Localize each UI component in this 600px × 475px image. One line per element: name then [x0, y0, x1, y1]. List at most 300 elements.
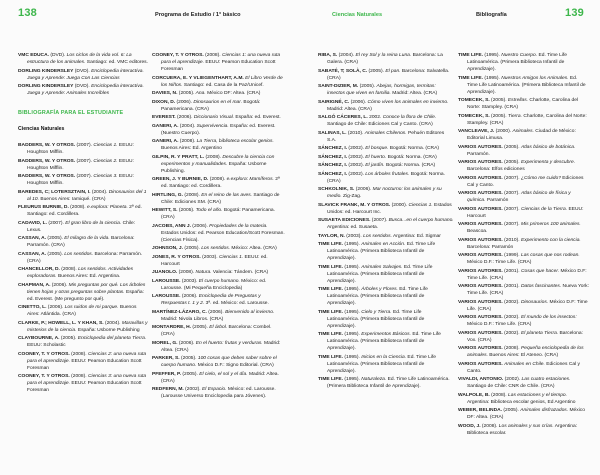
entry-tail: EEUU: Houghton Mifflin. — [27, 174, 134, 186]
entry-mid: (2002). — [347, 146, 366, 151]
entry-mid: (1995). — [483, 75, 502, 81]
entry-author: VARIOS AUTORES. — [458, 361, 503, 367]
entry-author: GREEN, J. Y BURNIE, D. — [152, 177, 209, 182]
bibliography-entry — [458, 283, 589, 297]
entry-author: VMC EDUCA. — [18, 53, 49, 58]
entry-title: Experimentos Básicos. — [361, 332, 411, 337]
entry-author: WALPOLE, B. — [458, 392, 490, 398]
bibliography-entry — [152, 114, 285, 121]
entry-title: Abejas, hormigas, termitas: insectos que viven en familia. — [327, 84, 436, 96]
entry-mid: (2006). — [190, 223, 210, 229]
entry-tail: España: ed. Everest. (Nuestro Cuerpo). — [161, 123, 276, 136]
entry-mid: (2008). — [203, 53, 222, 58]
bibliography-entry — [152, 254, 285, 268]
entry-title: Busca...en el cuerpo humano. — [388, 218, 454, 223]
entry-tail: México: ed. Larousse. (Larousse Universo Enciclopedia para Jóvenes). — [161, 387, 276, 399]
entry-author: MONTARDRE, H. — [152, 325, 192, 330]
entry-mid: (1995). — [483, 53, 502, 58]
entry-tail: EEUU: Pearson Education Scott Foresman — [27, 381, 142, 393]
entry-author: TAYLOR, N. — [318, 233, 345, 239]
entry-tail: Argentina: ed. Susaeta. — [327, 225, 379, 230]
bibliography-entry — [18, 52, 148, 66]
entry-mid: (1995). — [343, 287, 362, 292]
entry-title: Naturaleza. — [361, 377, 387, 382]
entry-tail: Buenos Aires: Ed. Argentino — [161, 146, 222, 151]
entry-author: COONEY, T. Y OTROS. — [18, 374, 70, 379]
entry-author: SÁNCHEZ, I. — [318, 163, 348, 168]
entry-title: Enciclopedia interactiva. Juega y Aprende: Juega Con Las Ciencias — [27, 68, 144, 81]
entry-tail: Ed. Time Life Latinoamérica. (Primera Biblioteca Infantil de Aprendizaje). — [327, 242, 436, 261]
entry-tail: Madrid: Altea. (CRA) — [161, 340, 281, 353]
entry-author: TIME LIFE. — [318, 354, 343, 360]
bibliography-entry — [152, 176, 285, 190]
entry-title: Todo el año. — [195, 208, 223, 213]
entry-tail: Ediciones Cal y Canto. — [467, 361, 580, 374]
entry-tail: Beascoa. — [467, 229, 488, 234]
entry-title: Los ciclos de la vida vol. 6: La estructura de los animales. — [27, 53, 132, 65]
entry-mid: (2002). — [502, 315, 521, 320]
entry-author: JOHNSON, J. — [152, 246, 183, 251]
entry-mid: (2006). — [349, 99, 368, 105]
entry-mid: (2008). — [69, 374, 88, 379]
entry-title: El cielo, el sol y el día. — [199, 371, 248, 377]
bibliography-entry — [18, 142, 148, 156]
entry-title: Ciencias 3: una nueva ruta para el aprendizaje. — [27, 374, 147, 386]
entry-tail: Barcelona: Vox. (CRA) — [467, 330, 583, 343]
entry-title: Dinosaurios. — [520, 299, 549, 305]
entry-author: BADDERS, W. Y OTROS. — [18, 143, 76, 148]
entry-title: Animales. — [512, 129, 534, 134]
bibliography-entry — [318, 186, 454, 200]
entry-title: Árboles y Flores. — [361, 287, 398, 292]
entry-author: TIME LIFE. — [318, 332, 343, 337]
entry-tail: Barcelona: Elfos ediciones — [467, 167, 525, 172]
entry-mid: (2006). — [175, 99, 194, 105]
entry-author: PARKER, S. — [152, 356, 180, 361]
bibliography-entry — [458, 423, 589, 437]
entry-mid: (1995). — [343, 332, 362, 337]
bibliography-entry — [18, 335, 148, 349]
entry-author: LAROUSSE. — [152, 294, 181, 299]
entry-title: 100 cosas que debes saber sobre el cuerpo humano. — [161, 356, 277, 368]
entry-author: VARIOS AUTORES. — [458, 299, 503, 305]
entry-tail: Ed. Time Life Latinoamérica. (Primera Biblioteca Infantil de Aprendizaje). — [327, 332, 441, 351]
entry-title: Ciencias 1. — [93, 143, 118, 148]
entry-author: JACOBS, ANN J. — [152, 223, 191, 229]
entry-mid: (2007). — [75, 158, 94, 164]
bibliography-entry — [18, 173, 148, 187]
entry-tail: Argentina: Biblioteca escolar genios, Ed Argentino — [467, 399, 576, 405]
bibliography-entry — [152, 207, 285, 221]
entry-title: Mis preguntas por qué. Los árboles tienen hojas y otras preguntas sobre plantas. — [27, 282, 146, 295]
entry-tail: EEUU: ed. Harcourt — [161, 254, 268, 267]
entry-author: VARIOS AUTORES. — [458, 222, 503, 227]
entry-tail: Nueva York: Time Life. (CRA) — [467, 284, 589, 296]
entry-title: Cómo viven los animales en invierno. — [367, 99, 449, 105]
entry-mid: (2004). — [178, 123, 197, 129]
entry-mid: (2010). — [502, 237, 521, 243]
entry-author: JUANOLO. — [152, 270, 178, 275]
entry-mid: (2000). — [494, 129, 513, 134]
entry-author: VARIOS AUTORES. — [458, 315, 503, 320]
bibliography-entry — [458, 190, 589, 204]
entry-tail: Madrid: Altea. (CRA) — [161, 371, 279, 384]
entry-title: Maravillas y misterios de la ciencia. — [27, 320, 148, 333]
entry-author: JONES, R. Y OTROS. — [152, 254, 201, 260]
entry-mid: (2008). — [502, 346, 521, 351]
bibliography-entry — [18, 235, 148, 249]
entry-tail: EEUU: Pearson Education Scott Foresman — [27, 358, 142, 371]
entry-tail: Ed. Time Life Latinoamérica. (Primera Biblioteca Infantil de Aprendizaje). — [467, 75, 586, 95]
entry-title: La Tierra, biblioteca escolar genios. — [196, 139, 274, 144]
bibliography-entry — [458, 113, 589, 127]
entry-mid: (2001). — [502, 284, 521, 289]
entry-author: VARIOS AUTORES. — [458, 237, 503, 243]
bibliography-entry — [152, 52, 285, 73]
entry-tail: Barcelona: Parramón. (CRA) — [27, 251, 143, 264]
entry-author: HEWITT, S. — [152, 208, 178, 213]
entry-mid: (2002). — [347, 163, 366, 168]
bibliography-entry — [318, 154, 454, 161]
entry-title: Animales Salvajes. — [361, 264, 403, 270]
entry-tail: Valencia: Tándem. (CRA) — [211, 270, 269, 275]
entry-tail: Argentina: Biblioteca escolar. — [467, 423, 578, 436]
entry-title: Animales en Chile. — [504, 361, 545, 367]
entry-mid: (2001). — [502, 268, 521, 274]
entry-mid: (2005). — [358, 84, 377, 89]
bibliography-entry — [318, 376, 454, 390]
entry-mid: (1995). — [343, 242, 362, 247]
entry-tail: Charlotte, Carolina del Norte: Stampley. (CRA) — [467, 98, 579, 110]
entry-tail: Madrid: Nivola Libros. (CRA) — [161, 316, 224, 322]
right-page-number: 139 — [565, 7, 584, 19]
entry-tail: Parramón — [485, 198, 509, 203]
entry-title: Las cosas que nos rodean. — [520, 253, 580, 258]
entry-author: SCHKOLNIK, S. — [318, 187, 355, 192]
bibliography-entry — [458, 175, 589, 189]
entry-tail: Ed. Time Life Latinoamérica. (Primera Biblioteca Infantil de Aprendizaje). — [327, 354, 436, 374]
entry-tail: España: ed. Everest. (Me pregunto por qué). — [27, 289, 144, 302]
entry-mid: (2007). — [502, 191, 521, 196]
entry-title: Los sentidos. Actividades exploradoras. — [27, 267, 134, 279]
bibliography-entry — [18, 220, 148, 234]
entry-mid: (2005). — [367, 68, 386, 74]
entry-author: GILPIN, R. Y PRATT, L. — [152, 154, 205, 160]
entry-mid: (1995). — [343, 354, 362, 360]
entry-tail: México D.F.: Time Life. (CRA) — [467, 322, 532, 327]
entry-tail: Charlotte, Carolina del Norte: Stampley. (CRA) — [467, 113, 587, 126]
entry-author: VARIOS AUTORES. — [458, 330, 503, 336]
entry-mid: (2005). — [46, 251, 65, 257]
entry-mid: (2008). — [59, 267, 79, 272]
entry-title: Los ruidos de mi parque. — [64, 305, 119, 310]
entry-author: SÁNCHEZ, I. — [318, 171, 348, 177]
entry-tail: Zig-Zag. — [341, 194, 362, 199]
entry-author: WOOD, J. — [458, 423, 481, 429]
entry-author: SUSAETA EDICIONES. — [318, 218, 371, 223]
bibliography-entry — [318, 130, 454, 144]
entry-mid: 2002. — [367, 115, 383, 120]
entry-mid: (2005). — [502, 144, 521, 150]
entry-title: Nuestros Amigos los Animales. — [501, 75, 569, 81]
entry-mid: (1995). — [343, 377, 362, 382]
entry-tail: México D.F: Time Life. (CRA) — [467, 268, 587, 281]
document-running-title: Programa de Estudio / 1° básico — [155, 12, 241, 18]
bibliography-column-4 — [458, 52, 589, 438]
entry-mid: (2005). — [502, 408, 521, 413]
entry-mid: (1999). — [502, 253, 521, 258]
bibliography-entry — [152, 154, 285, 175]
bibliography-column-1 — [18, 52, 148, 396]
entry-title: El huerto. — [365, 154, 387, 160]
entry-author: EVEREST. — [152, 115, 176, 120]
entry-mid: (2005). — [182, 246, 202, 251]
bibliography-entry — [18, 251, 148, 265]
entry-title: Los sentidos. — [64, 251, 94, 257]
entry-author: CINETTO, L. — [18, 305, 47, 310]
entry-mid: (DVD). — [73, 84, 92, 89]
bibliography-entry — [318, 354, 454, 375]
bibliography-entry — [152, 340, 285, 354]
bibliography-entry — [458, 268, 589, 282]
entry-author: BAREDES, C; LOTERSZTAIN, I. — [18, 189, 91, 195]
entry-title: Los animales y sus crías. — [498, 423, 554, 429]
entry-author: TOMECEK, S. — [458, 98, 490, 103]
entry-title: Enciclopedia de Preguntas y Respuestas t. 1 y 2. — [161, 294, 261, 306]
entry-tail: Parramón. — [467, 151, 490, 157]
entry-title: e.explora: Mamíferos. — [226, 177, 274, 182]
entry-title: Ciencias 1. — [408, 202, 433, 208]
bibliography-entry — [18, 266, 148, 280]
entry-title: El mundo de los insectos: — [520, 315, 577, 320]
entry-tail: México: Altea. (CRA) — [230, 246, 277, 251]
bibliography-entry — [152, 138, 285, 152]
entry-title: Los sentidos. — [201, 246, 231, 251]
entry-mid: (2005). — [191, 325, 210, 330]
bibliography-entry — [318, 145, 454, 152]
entry-mid: (2007). — [502, 206, 521, 212]
entry-mid: (2002). — [503, 377, 522, 382]
entry-author: CORCUERA, E. Y VLIEGENTHART, A.M. — [152, 75, 244, 81]
bibliography-entry — [18, 282, 148, 303]
entry-mid: (2004). — [90, 189, 109, 195]
entry-mid: (2007). — [75, 143, 94, 148]
bibliography-entry — [458, 206, 589, 220]
entry-tail: Barcelona: La Galera. (CRA) — [327, 53, 443, 65]
entry-mid: (2006). — [177, 340, 196, 346]
bibliography-entry — [318, 241, 454, 262]
entry-title: Estrellas. — [507, 98, 529, 103]
bibliography-entry — [152, 123, 285, 137]
entry-author: CASSAN, A. — [18, 251, 47, 257]
entry-author: SAINT-DIZIER, M. — [318, 84, 359, 89]
entry-title: Atlas básico de física y química. — [467, 191, 571, 203]
entry-author: CLAYBOURNE, A. — [18, 336, 60, 341]
bibliography-column-2 — [152, 52, 285, 402]
entry-title: Natura. — [195, 270, 212, 275]
bibliography-entry — [458, 361, 589, 375]
bibliography-entry — [318, 202, 454, 216]
entry-tail: España: ed. Everest. — [234, 115, 281, 120]
entry-tail: Buenos Aires: El Ateneo. (CRA) — [487, 353, 559, 358]
entry-mid: (2005). — [59, 336, 78, 341]
entry-title: El gran libro de la ciencia. — [65, 220, 122, 226]
entry-author: HIRTLING, G. — [152, 192, 183, 198]
bibliography-entry — [18, 204, 148, 218]
entry-mid: (2006). — [180, 294, 199, 299]
entry-title: Ciencias de la Tierra. — [520, 206, 568, 212]
entry-mid: (2005). — [177, 208, 196, 213]
entry-title: El bosque. — [365, 146, 389, 151]
entry-mid: (2005). — [502, 160, 521, 165]
entry-author: VARIOS AUTORES. — [458, 144, 503, 150]
entry-title: Experimenta y descubre. — [520, 160, 576, 165]
entry-mid: (1995). — [343, 309, 362, 315]
entry-title: El pan. — [385, 68, 401, 74]
entry-mid: (2008). — [177, 270, 196, 275]
entry-mid: (2010). — [346, 130, 365, 136]
bibliography-entry — [152, 75, 285, 89]
entry-author: CHANCELLOR, D. — [18, 267, 60, 272]
entry-title: Conoce la flora de Chile. — [382, 115, 437, 120]
entry-author: DORLING KINDERSLEY — [18, 68, 74, 74]
entry-author: VARIOS AUTORES. — [458, 284, 503, 289]
bibliography-entry — [152, 293, 285, 307]
entry-tail: Barcelona: Combel. (CRA) — [161, 325, 272, 337]
entry-mid: (2005). — [179, 356, 198, 361]
entry-tail: Madrid: Altea. (CRA) — [327, 106, 372, 112]
entry-title: Animales disfrazados. — [520, 408, 569, 413]
entry-title: Pequeña enciclopedia de los animales. — [467, 346, 584, 358]
bibliography-entry — [18, 158, 148, 172]
entry-mid: (2005). — [46, 236, 65, 241]
entry-tail: Ed. Time Life Latinoamérica. (Primera Biblioteca Infantil de Aprendizaje). — [327, 264, 433, 284]
bibliography-entry — [458, 407, 589, 421]
entry-tail: 2ª ed. Santiago: ed. Cordillera. — [161, 177, 280, 189]
entry-title: Ana. — [195, 91, 206, 96]
entry-author: SALGÓ CÁCERES, L. — [318, 115, 368, 120]
entry-tail: Ed. Time Life Latinoamérica. (Primera Biblioteca Infantil de Aprendizaje). — [327, 309, 425, 329]
entry-mid: (2002). — [502, 330, 521, 336]
entry-title: El cuerpo humano. — [198, 278, 240, 284]
entry-tail: Buenos Aires: Iamiqué. (CRA) — [38, 196, 106, 202]
entry-mid: (2002). — [347, 154, 366, 160]
bibliography-entry — [18, 351, 148, 372]
bibliography-entry — [318, 83, 454, 97]
bibliography-entry — [458, 345, 589, 359]
entry-tail: Santiago: ed. VMC editores. — [85, 60, 148, 65]
entry-title: Dinosaurios del 1 al 10. — [27, 189, 147, 202]
entry-tail: Bogotá: Panamericana. (CRA) — [161, 99, 261, 112]
entry-tail: Estados Unidos: ed. Harcourt Inc. — [327, 202, 452, 215]
entry-title: Propiedades de la materia. — [209, 223, 268, 229]
entry-tail: Ed. Time Life Latinoamérica. (Primera Biblioteca Infantil de Aprendizaje). — [327, 287, 428, 306]
entry-author: REDFERN, M. — [152, 387, 184, 392]
entry-mid: (2002). — [183, 387, 203, 392]
entry-title: Inicios en la Ciencia. — [361, 354, 407, 360]
entry-mid: (2006). — [46, 305, 65, 310]
entry-author: SÁNCHEZ, I. — [318, 154, 348, 160]
entry-tail: Ciudad de México: Editorial Limusa. — [467, 129, 576, 141]
bibliography-entry — [152, 324, 285, 338]
bibliography-entry — [458, 128, 589, 142]
bibliography-entry — [18, 189, 148, 203]
entry-author: VARIOS AUTORES. — [458, 160, 503, 165]
entry-mid: (2007). — [502, 222, 521, 227]
entry-mid: (2008). — [204, 154, 223, 160]
entry-mid: (2007). — [46, 220, 66, 226]
entry-tail: México D.F: Time Life. (CRA) — [467, 299, 588, 312]
bibliography-entry — [318, 233, 454, 240]
left-page-number: 138 — [18, 7, 37, 19]
entry-title: El Libro Verde de los Niños. — [161, 75, 283, 88]
entry-mid: (2007). — [370, 218, 389, 223]
entry-title: e.explora: Planeta. — [87, 205, 128, 210]
entry-tail: México DF: Altea. (CRA) — [205, 91, 261, 96]
entry-title: Nuestro Cuerpo. — [501, 53, 538, 58]
bibliography-entry — [458, 75, 589, 96]
entry-title: Atlas básico de botánica. — [520, 144, 576, 150]
entry-tail: Chile: Lexus. — [27, 220, 136, 233]
entry-mid: (2008). — [68, 205, 88, 210]
bibliography-entry — [458, 97, 589, 111]
entry-tail: Bogotá: Norma. (CRA) — [384, 163, 436, 168]
entry-title: Enciclopedia interactiva. Juega y Aprende: Animales Increíbles — [27, 84, 144, 96]
bibliography-entry — [458, 52, 589, 73]
entry-title: Mar nocturno: los animales y su medio. — [327, 187, 442, 199]
entry-tail: 2ª ed. Santiago: ed. Cordillera. — [27, 205, 142, 217]
entry-title: Diccionario Visual. — [193, 115, 235, 120]
entry-mid: (2005). — [489, 113, 508, 119]
bibliography-entry — [152, 371, 285, 385]
entry-author: CASSAN, A. — [18, 236, 47, 241]
entry-author: SÁNCHEZ, I. — [318, 146, 348, 151]
entry-author: TIME LIFE. — [318, 287, 343, 292]
entry-mid: (2008). — [69, 351, 88, 357]
entry-mid: (2008). — [208, 177, 227, 182]
entry-tail: Bogotá: Panamericana. (CRA) — [161, 208, 275, 220]
bibliography-entry — [152, 99, 285, 113]
entry-tail: España: Usborne Publishing. — [161, 161, 267, 174]
bibliography-entry — [152, 386, 285, 400]
entry-author: BADDERS, W. Y OTROS. — [18, 158, 76, 164]
entry-author: TIME LIFE. — [318, 264, 343, 270]
entry-mid: (2005). — [489, 98, 508, 103]
bibliography-entry — [458, 144, 589, 158]
entry-title: En el huerto: frutas y verduras. — [195, 340, 263, 346]
entry-title: Ciencias 1: una nueva ruta para el aprendizaje. — [161, 53, 281, 65]
entry-author: CADAVID, L. — [18, 220, 47, 226]
entry-author: TIME LIFE. — [318, 377, 343, 382]
entry-mid: (2004). — [103, 320, 122, 326]
entry-title: ¿Cómo me cuido? — [520, 175, 561, 181]
entry-title: Los árboles frutales. — [365, 171, 410, 177]
entry-mid: (2007). — [75, 174, 94, 179]
entry-title: El planeta Tierra. — [520, 330, 559, 336]
entry-title: Mis primeros 100 animales. — [520, 222, 581, 227]
entry-author: VARIOS AUTORES. — [458, 268, 503, 274]
entry-mid: (2003). — [344, 233, 364, 239]
bibliography-entry — [318, 99, 454, 113]
subject-running-title: Ciencias Naturales — [332, 12, 383, 18]
entry-tail: EEUU: Pearson Education Scott Foresman — [161, 60, 276, 72]
entry-author: PFEFFER, P. — [152, 371, 181, 377]
bibliography-entry — [318, 309, 454, 330]
bibliography-column-3 — [318, 52, 454, 392]
bibliography-entry — [318, 52, 454, 66]
entry-author: SAIRIGNÉ, C. — [318, 99, 350, 105]
entry-title: Datos fascinantes. — [520, 284, 562, 289]
